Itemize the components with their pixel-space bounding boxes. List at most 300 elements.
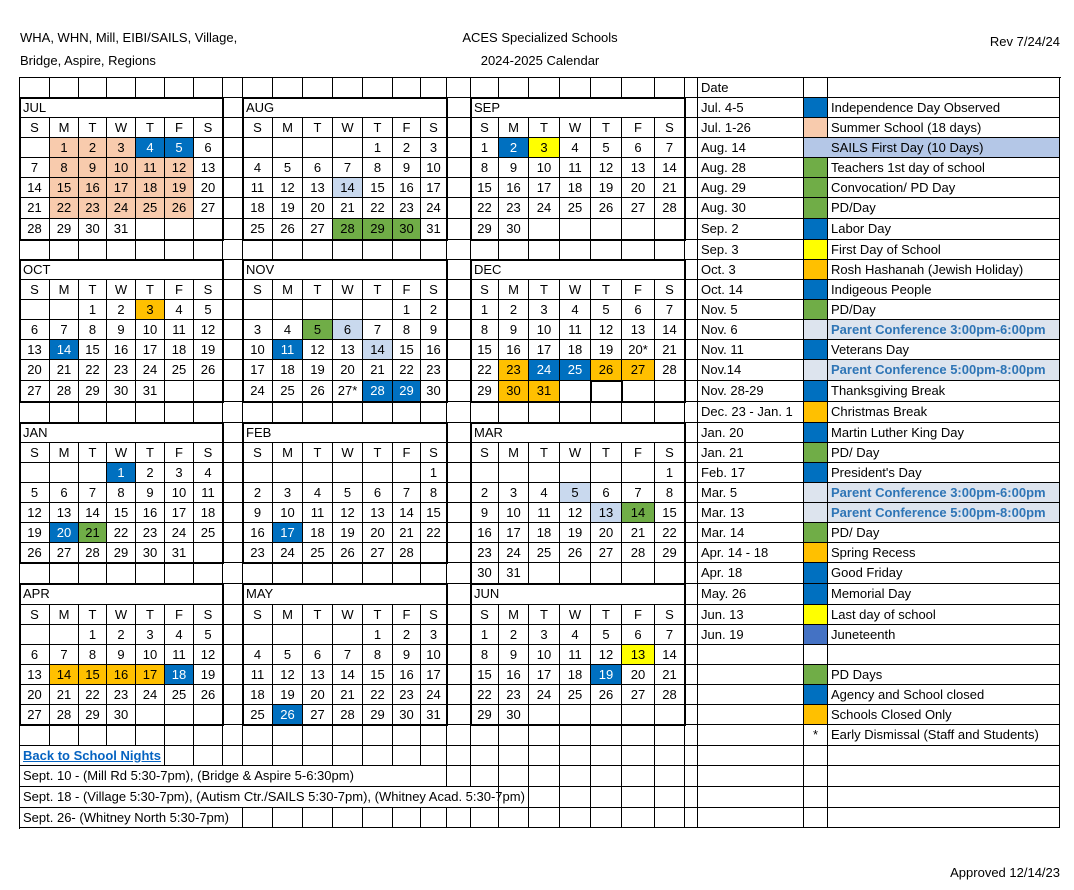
event-label: Schools Closed Only: [828, 705, 1060, 725]
empty-cell: [421, 563, 447, 584]
day-cell: 21: [20, 198, 50, 219]
event-color-swatch: *: [804, 725, 828, 746]
day-header: M: [50, 443, 79, 463]
day-cell: 5: [560, 483, 591, 503]
day-cell: 6: [50, 483, 79, 503]
day-cell: 24: [273, 543, 303, 563]
empty-cell: [223, 360, 243, 381]
day-cell: 3: [243, 320, 273, 340]
empty-cell: [223, 300, 243, 320]
day-cell: 12: [560, 503, 591, 523]
day-cell: 10: [165, 483, 194, 503]
day-cell: 18: [136, 178, 165, 198]
day-cell: 14: [20, 178, 50, 198]
event-label: [828, 766, 1060, 787]
empty-cell: [471, 78, 499, 98]
day-cell: 22: [655, 523, 685, 543]
empty-cell: [223, 98, 243, 118]
empty-cell: [223, 584, 243, 605]
day-cell: 25: [165, 685, 194, 705]
event-color-swatch: [804, 563, 828, 584]
day-header: S: [20, 605, 50, 625]
empty-cell: [194, 240, 223, 260]
day-cell: 16: [393, 178, 421, 198]
month-name-oct: OCT: [20, 260, 223, 280]
day-header: F: [165, 443, 194, 463]
day-cell: 12: [591, 320, 622, 340]
day-header: T: [79, 280, 107, 300]
day-cell: 26: [273, 219, 303, 240]
event-label: PD/ Day: [828, 443, 1060, 463]
empty-cell: [223, 340, 243, 360]
empty-cell: [471, 808, 499, 828]
day-cell: 5: [303, 320, 333, 340]
spacer-cell: [685, 300, 698, 320]
empty-cell: [447, 746, 471, 766]
day-header: M: [50, 280, 79, 300]
empty-day-cell: [560, 463, 591, 483]
day-header: S: [421, 443, 447, 463]
event-date: Jan. 21: [698, 443, 804, 463]
spacer-cell: [685, 402, 698, 423]
day-cell: 28: [363, 381, 393, 402]
event-date: [698, 787, 804, 808]
empty-day-cell: [194, 381, 223, 402]
empty-cell: [471, 402, 499, 423]
empty-day-cell: [421, 543, 447, 563]
day-cell: 19: [591, 665, 622, 685]
day-cell: 11: [165, 645, 194, 665]
month-name-jan: JAN: [20, 423, 223, 443]
day-cell: 25: [560, 198, 591, 219]
empty-day-cell: [529, 463, 560, 483]
day-cell: 4: [165, 625, 194, 645]
empty-cell: [136, 725, 165, 746]
day-cell: 9: [243, 503, 273, 523]
empty-day-cell: [165, 219, 194, 240]
empty-day-cell: [194, 705, 223, 725]
events-label-header: [828, 78, 1060, 98]
event-date: Feb. 17: [698, 463, 804, 483]
day-header: T: [303, 280, 333, 300]
day-header: S: [243, 280, 273, 300]
event-color-swatch: [804, 118, 828, 138]
day-header: T: [136, 280, 165, 300]
day-cell: 15: [79, 340, 107, 360]
day-cell: 19: [194, 340, 223, 360]
day-cell: 8: [79, 645, 107, 665]
event-date: [698, 685, 804, 705]
day-cell: 19: [20, 523, 50, 543]
day-cell: 8: [471, 645, 499, 665]
day-cell: 22: [363, 685, 393, 705]
event-date: [698, 766, 804, 787]
day-cell: 7: [79, 483, 107, 503]
day-cell: 10: [529, 645, 560, 665]
day-cell: 11: [243, 178, 273, 198]
empty-cell: [107, 240, 136, 260]
empty-cell: [273, 563, 303, 584]
event-date: Jun. 19: [698, 625, 804, 645]
empty-day-cell: [622, 381, 655, 402]
empty-cell: [421, 240, 447, 260]
empty-cell: [223, 320, 243, 340]
spacer-cell: [685, 787, 698, 808]
day-cell: 13: [303, 665, 333, 685]
day-cell: 9: [136, 483, 165, 503]
day-cell: 5: [165, 138, 194, 158]
empty-cell: [393, 78, 421, 98]
empty-cell: [393, 725, 421, 746]
bts-line: Sept. 18 - (Village 5:30-7pm), (Autism Ctr./SAILS 5:30-7pm), (Whitney Acad. 5:30-7pm): [20, 787, 499, 808]
day-cell: 3: [273, 483, 303, 503]
empty-cell: [471, 725, 499, 746]
day-cell: 17: [529, 665, 560, 685]
empty-cell: [471, 766, 499, 787]
day-cell: 23: [136, 523, 165, 543]
empty-cell: [303, 746, 333, 766]
day-cell: 4: [560, 300, 591, 320]
day-cell: 24: [421, 198, 447, 219]
day-cell: 3: [529, 625, 560, 645]
day-cell: 26: [333, 543, 363, 563]
empty-cell: [333, 240, 363, 260]
day-cell: 21: [622, 523, 655, 543]
day-header: S: [471, 118, 499, 138]
day-cell: 28: [333, 705, 363, 725]
day-cell: 22: [393, 360, 421, 381]
empty-cell: [223, 523, 243, 543]
day-header: F: [393, 443, 421, 463]
empty-cell: [194, 563, 223, 584]
empty-cell: [529, 725, 560, 746]
event-label: PD/ Day: [828, 523, 1060, 543]
day-cell: 13: [622, 645, 655, 665]
day-cell: 6: [622, 625, 655, 645]
day-cell: 4: [560, 625, 591, 645]
empty-cell: [560, 402, 591, 423]
spacer-cell: [685, 563, 698, 584]
empty-cell: [363, 808, 393, 828]
day-cell: 28: [20, 219, 50, 240]
spacer-cell: [685, 158, 698, 178]
day-cell: 25: [560, 685, 591, 705]
event-label: Veterans Day: [828, 340, 1060, 360]
empty-day-cell: [50, 625, 79, 645]
empty-day-cell: [20, 625, 50, 645]
event-color-swatch: [804, 423, 828, 443]
day-cell: 1: [471, 138, 499, 158]
event-date: Mar. 5: [698, 483, 804, 503]
empty-cell: [223, 118, 243, 138]
day-header: T: [79, 443, 107, 463]
day-cell: 28: [655, 360, 685, 381]
day-cell: 3: [529, 138, 560, 158]
day-header: T: [363, 443, 393, 463]
day-cell: 22: [471, 360, 499, 381]
day-cell: 12: [165, 158, 194, 178]
day-cell: 8: [655, 483, 685, 503]
empty-cell: [655, 402, 685, 423]
day-cell: 25: [529, 543, 560, 563]
day-cell: 18: [560, 665, 591, 685]
day-cell: 2: [471, 483, 499, 503]
empty-cell: [447, 503, 471, 523]
empty-cell: [529, 402, 560, 423]
back-to-school-nights-link[interactable]: Back to School Nights: [23, 748, 161, 763]
day-cell: 26: [273, 705, 303, 725]
event-date: [698, 746, 804, 766]
day-header: S: [243, 118, 273, 138]
day-cell: 4: [243, 158, 273, 178]
empty-day-cell: [303, 138, 333, 158]
day-cell: 10: [136, 320, 165, 340]
spacer-cell: [685, 705, 698, 725]
day-cell: 27: [622, 685, 655, 705]
empty-cell: [499, 746, 529, 766]
spacer-cell: [685, 260, 698, 280]
day-cell: 20*: [622, 340, 655, 360]
empty-cell: [223, 78, 243, 98]
day-header: T: [529, 443, 560, 463]
spacer-cell: [685, 78, 698, 98]
day-cell: 1: [471, 625, 499, 645]
day-cell: 18: [273, 360, 303, 381]
day-header: T: [136, 443, 165, 463]
day-cell: 28: [79, 543, 107, 563]
title-line2: 2024-2025 Calendar: [480, 53, 600, 68]
event-date: Nov. 28-29: [698, 381, 804, 402]
empty-cell: [194, 402, 223, 423]
day-cell: 6: [20, 645, 50, 665]
event-date: Nov.14: [698, 360, 804, 381]
day-cell: 24: [136, 685, 165, 705]
day-cell: 24: [136, 360, 165, 381]
day-header: T: [363, 605, 393, 625]
empty-cell: [333, 78, 363, 98]
day-cell: 24: [243, 381, 273, 402]
day-header: S: [655, 443, 685, 463]
day-cell: 20: [333, 360, 363, 381]
event-date: [698, 808, 804, 828]
empty-cell: [303, 402, 333, 423]
event-label: Spring Recess: [828, 543, 1060, 563]
day-cell: 14: [393, 503, 421, 523]
day-cell: 29: [79, 705, 107, 725]
empty-cell: [243, 402, 273, 423]
empty-cell: [303, 808, 333, 828]
empty-day-cell: [471, 463, 499, 483]
empty-day-cell: [273, 138, 303, 158]
day-cell: 18: [529, 523, 560, 543]
event-date: Mar. 13: [698, 503, 804, 523]
empty-cell: [223, 178, 243, 198]
event-color-swatch: [804, 381, 828, 402]
spacer-cell: [685, 118, 698, 138]
empty-cell: [447, 98, 471, 118]
day-cell: 10: [499, 503, 529, 523]
empty-cell: [471, 240, 499, 260]
day-cell: 27*: [333, 381, 363, 402]
approved-date: Approved 12/14/23: [950, 865, 1060, 880]
empty-cell: [303, 78, 333, 98]
day-cell: 11: [560, 320, 591, 340]
empty-day-cell: [333, 138, 363, 158]
day-header: T: [363, 280, 393, 300]
day-cell: 19: [273, 198, 303, 219]
day-cell: 23: [499, 360, 529, 381]
empty-cell: [447, 78, 471, 98]
day-cell: 29: [471, 381, 499, 402]
empty-cell: [447, 320, 471, 340]
day-cell: 10: [243, 340, 273, 360]
day-cell: 1: [421, 463, 447, 483]
day-cell: 11: [529, 503, 560, 523]
day-cell: 26: [194, 685, 223, 705]
day-cell: 8: [421, 483, 447, 503]
empty-cell: [20, 563, 50, 584]
empty-cell: [223, 645, 243, 665]
empty-day-cell: [303, 463, 333, 483]
day-cell: 17: [136, 340, 165, 360]
empty-day-cell: [655, 563, 685, 584]
empty-day-cell: [655, 381, 685, 402]
spacer-cell: [685, 240, 698, 260]
day-header: M: [499, 605, 529, 625]
empty-cell: [79, 240, 107, 260]
day-cell: 14: [333, 665, 363, 685]
day-cell: 24: [165, 523, 194, 543]
empty-cell: [273, 725, 303, 746]
parent-conference-text: Parent Conference 5:00pm-8:00pm: [831, 362, 1046, 377]
empty-cell: [529, 787, 560, 808]
spacer-cell: [685, 503, 698, 523]
empty-cell: [421, 725, 447, 746]
day-cell: 30: [393, 219, 421, 240]
day-cell: 12: [333, 503, 363, 523]
event-label: Teachers 1st day of school: [828, 158, 1060, 178]
day-cell: 8: [471, 158, 499, 178]
day-cell: 30: [499, 219, 529, 240]
title-line1: ACES Specialized Schools: [462, 30, 618, 45]
day-cell: 30: [499, 705, 529, 725]
day-cell: 12: [591, 158, 622, 178]
event-label: [828, 746, 1060, 766]
day-cell: 12: [194, 645, 223, 665]
day-cell: 13: [20, 340, 50, 360]
day-header: S: [243, 443, 273, 463]
day-cell: 17: [136, 665, 165, 685]
event-date: Nov. 5: [698, 300, 804, 320]
day-header: T: [303, 443, 333, 463]
day-header: M: [273, 605, 303, 625]
day-cell: 28: [393, 543, 421, 563]
empty-cell: [447, 443, 471, 463]
empty-cell: [273, 808, 303, 828]
day-cell: 24: [499, 543, 529, 563]
spacer-cell: [685, 523, 698, 543]
day-cell: 2: [393, 625, 421, 645]
day-header: W: [560, 605, 591, 625]
empty-cell: [447, 808, 471, 828]
empty-cell: [499, 402, 529, 423]
empty-cell: [243, 746, 273, 766]
day-cell: 4: [303, 483, 333, 503]
empty-cell: [447, 543, 471, 563]
day-cell: 24: [107, 198, 136, 219]
day-cell: 11: [273, 340, 303, 360]
empty-day-cell: [655, 705, 685, 725]
day-cell: 6: [622, 138, 655, 158]
day-cell: 22: [421, 523, 447, 543]
day-header: F: [393, 280, 421, 300]
spacer-cell: [685, 543, 698, 563]
event-color-swatch: [804, 443, 828, 463]
day-cell: 18: [194, 503, 223, 523]
event-date: Apr. 14 - 18: [698, 543, 804, 563]
day-header: M: [273, 443, 303, 463]
empty-cell: [165, 402, 194, 423]
event-color-swatch: [804, 360, 828, 381]
day-header: M: [50, 118, 79, 138]
empty-cell: [223, 563, 243, 584]
day-header: W: [107, 443, 136, 463]
day-cell: 22: [79, 685, 107, 705]
parent-conference-text: Parent Conference 3:00pm-6:00pm: [831, 485, 1046, 500]
month-name-sep: SEP: [471, 98, 685, 118]
day-header: M: [273, 280, 303, 300]
day-cell: 16: [107, 340, 136, 360]
day-header: F: [393, 605, 421, 625]
day-cell: 31: [499, 563, 529, 584]
spacer-cell: [685, 98, 698, 118]
empty-cell: [393, 240, 421, 260]
day-cell: 20: [303, 198, 333, 219]
event-color-swatch: [804, 584, 828, 605]
event-date: Jan. 20: [698, 423, 804, 443]
day-header: S: [194, 118, 223, 138]
empty-cell: [136, 78, 165, 98]
day-cell: 15: [363, 178, 393, 198]
day-cell: 23: [421, 360, 447, 381]
day-header: T: [303, 118, 333, 138]
day-cell: 8: [107, 483, 136, 503]
day-cell: 24: [529, 360, 560, 381]
empty-cell: [499, 240, 529, 260]
empty-cell: [333, 725, 363, 746]
empty-day-cell: [591, 219, 622, 240]
event-label: [828, 808, 1060, 828]
empty-cell: [223, 240, 243, 260]
events-swatch-header: [804, 78, 828, 98]
month-name-jul: JUL: [20, 98, 223, 118]
event-color-swatch: [804, 483, 828, 503]
day-cell: 1: [393, 300, 421, 320]
empty-cell: [393, 746, 421, 766]
day-cell: 17: [165, 503, 194, 523]
day-header: F: [622, 118, 655, 138]
day-cell: 26: [591, 360, 622, 381]
event-color-swatch: [804, 178, 828, 198]
day-cell: 6: [363, 483, 393, 503]
empty-cell: [303, 240, 333, 260]
spacer-cell: [685, 360, 698, 381]
day-cell: 7: [20, 158, 50, 178]
day-header: M: [499, 443, 529, 463]
day-cell: 17: [529, 178, 560, 198]
empty-cell: [50, 402, 79, 423]
empty-day-cell: [529, 563, 560, 584]
